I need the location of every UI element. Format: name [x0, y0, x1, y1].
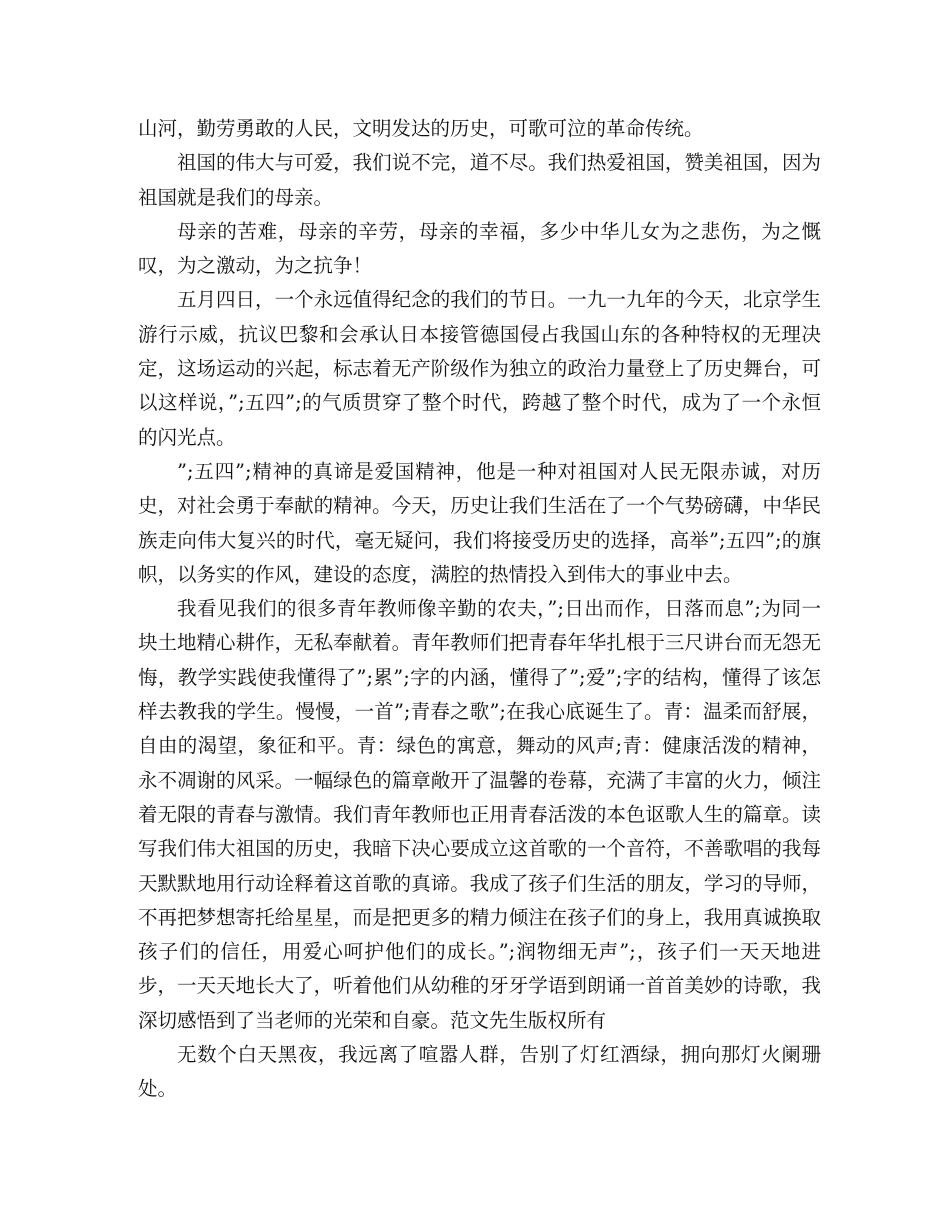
- paragraph: ”;五四”;精神的真谛是爱国精神，他是一种对祖国对人民无限赤诚，对历史，对社会勇于奉献的精神。今天，历史让我们生活在了一个气势磅礴，中华民族走向伟大复兴的时代，毫无疑问，我们将接受历史的选择，高举”;五四”;的旗帜，以务实的作风，建设的态度，满腔的热情投入到伟大的事业中去。: [138, 459, 821, 586]
- paragraph-continued: 山河，勤劳勇敢的人民，文明发达的历史，可歌可泣的革命传统。: [138, 117, 704, 140]
- paragraph: 祖国的伟大与可爱，我们说不完，道不尽。我们热爱祖国，赞美祖国，因为祖国就是我们的母亲。: [138, 151, 821, 209]
- paragraph: 五月四日，一个永远值得纪念的我们的节日。一九一九年的今天，北京学生游行示威，抗议巴黎和会承认日本接管德国侵占我国山东的各种特权的无理决定，这场运动的兴起，标志着无产阶级作为独立的政治力量登上了历史舞台，可以这样说，”;五四”;的气质贯穿了整个时代，跨越了整个时代，成为了一个永恒的闪光点。: [138, 288, 821, 449]
- paragraph: 我看见我们的很多青年教师像辛勤的农夫，”;日出而作，日落而息”;为同一块土地精心耕作，无私奉献着。青年教师们把青春年华扎根于三尺讲台而无怨无悔，教学实践使我懂得了”;累”;字的内涵，懂得了”;爱”;字的结构，懂得了该怎样去教我的学生。慢慢，一首”;青春之歌”;在我心底诞生了。青：温柔而舒展，自由的渴望，象征和平。青：绿色的寓意，舞动的风声;青：健康活泼的精神，永不凋谢的风采。一幅绿色的篇章敞开了温馨的卷幕，充满了丰富的火力，倾注着无限的青春与激情。我们青年教师也正用青春活泼的本色讴歌人生的篇章。读写我们伟大祖国的历史，我暗下决心要成立这首歌的一个音符，不善歌唱的我每天默默地用行动诠释着这首歌的真谛。我成了孩子们生活的朋友，学习的导师，不再把梦想寄托给星星，而是把更多的精力倾注在孩子们的身上，我用真诚换取孩子们的信任，用爱心呵护他们的成长。”;润物细无声”;，孩子们一天天地进步，一天天地长大了，听着他们从幼稚的牙牙学语到朗诵一首首美妙的诗歌，我深切感悟到了当老师的光荣和自豪。范文先生版权所有: [138, 597, 821, 1032]
- paragraph: 母亲的苦难，母亲的辛劳，母亲的幸福，多少中华儿女为之悲伤，为之慨叹，为之激动，为之抗争！: [138, 219, 821, 278]
- document-body: [138, 112, 821, 1107]
- paragraph: 无数个白天黑夜，我远离了喧嚣人群，告别了灯红酒绿，拥向那灯火阑珊处。: [138, 1043, 821, 1101]
